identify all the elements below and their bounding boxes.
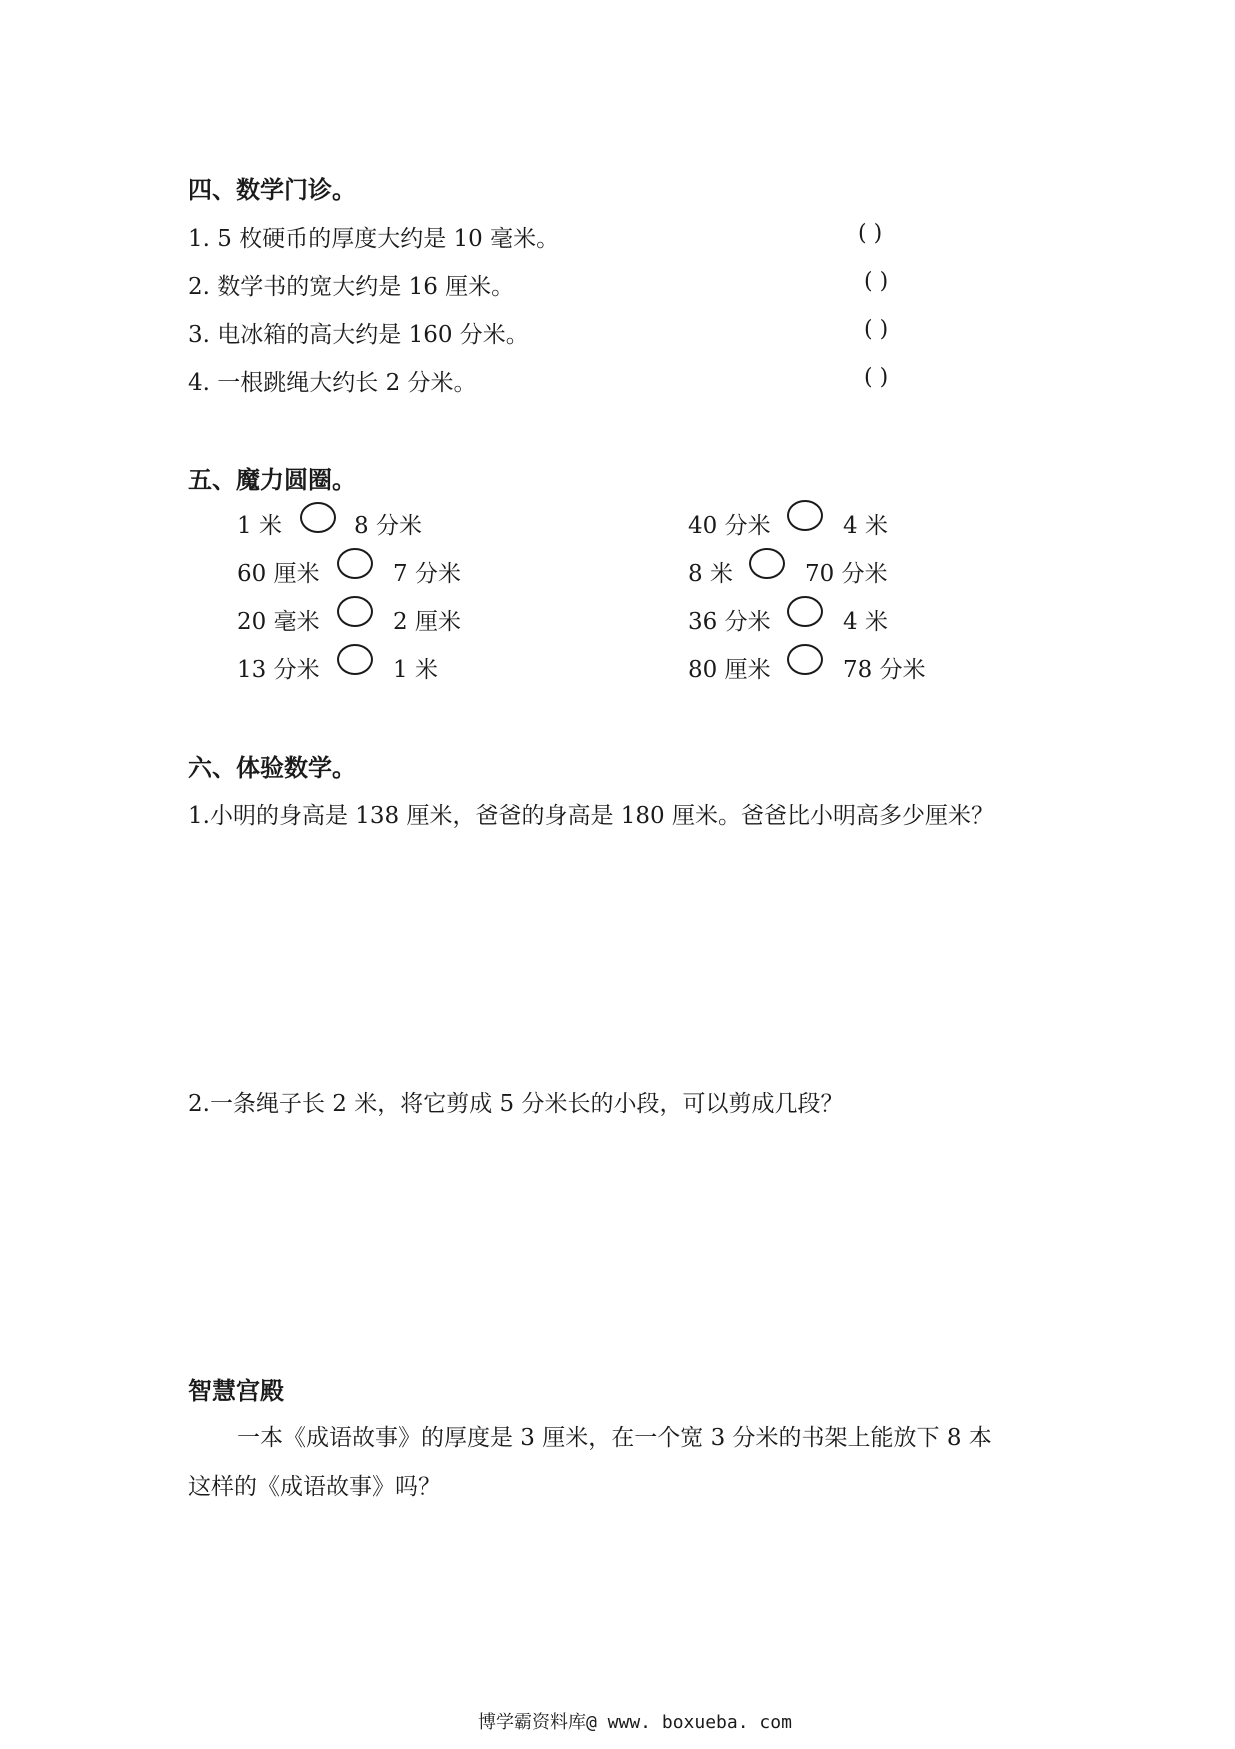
compare-right-value: 78 分米	[843, 657, 926, 683]
answer-blank-1[interactable]: ( )	[858, 221, 883, 246]
compare-right-value: 4 米	[843, 513, 888, 539]
compare-right-value: 8 分米	[354, 513, 422, 539]
section4-item-2: 2. 数学书的宽大约是 16 厘米。	[188, 274, 515, 300]
section4-item-1: 1. 5 枚硬币的厚度大约是 10 毫米。	[188, 226, 560, 252]
section4-title: 四、数学门诊。	[188, 176, 356, 204]
compare-left-value: 1 米	[237, 513, 282, 539]
compare-left-value: 8 米	[688, 561, 733, 587]
compare-left-value: 13 分米	[237, 657, 320, 683]
answer-blank-3[interactable]: ( )	[864, 317, 889, 342]
compare-right-value: 4 米	[843, 609, 888, 635]
section5-title: 五、魔力圆圈。	[188, 466, 356, 494]
compare-circle[interactable]	[300, 502, 336, 533]
compare-circle[interactable]	[337, 596, 373, 627]
compare-circle[interactable]	[787, 500, 823, 531]
wisdom-question-line-1: 一本《成语故事》的厚度是 3 厘米，在一个宽 3 分米的书架上能放下 8 本	[237, 1425, 992, 1451]
section4-item-4: 4. 一根跳绳大约长 2 分米。	[188, 370, 477, 396]
answer-blank-4[interactable]: ( )	[864, 365, 889, 390]
compare-circle[interactable]	[337, 548, 373, 579]
compare-right-value: 1 米	[393, 657, 438, 683]
answer-blank-2[interactable]: ( )	[864, 269, 889, 294]
compare-right-value: 7 分米	[393, 561, 461, 587]
section6-title: 六、体验数学。	[188, 754, 356, 782]
section6-question-1: 1.小明的身高是 138 厘米，爸爸的身高是 180 厘米。爸爸比小明高多少厘米？	[188, 803, 994, 829]
compare-left-value: 80 厘米	[688, 657, 771, 683]
compare-circle[interactable]	[787, 644, 823, 675]
compare-circle[interactable]	[337, 644, 373, 675]
compare-circle[interactable]	[787, 596, 823, 627]
compare-left-value: 36 分米	[688, 609, 771, 635]
wisdom-title: 智慧宫殿	[188, 1377, 284, 1405]
wisdom-question-line-2: 这样的《成语故事》吗？	[188, 1474, 441, 1500]
footer-watermark: 博学霸资料库@ www. boxueba. com	[478, 1712, 792, 1733]
compare-right-value: 70 分米	[805, 561, 888, 587]
compare-circle[interactable]	[749, 548, 785, 579]
compare-right-value: 2 厘米	[393, 609, 461, 635]
section4-item-3: 3. 电冰箱的高大约是 160 分米。	[188, 322, 529, 348]
section6-question-2: 2.一条绳子长 2 米，将它剪成 5 分米长的小段，可以剪成几段？	[188, 1091, 844, 1117]
compare-left-value: 40 分米	[688, 513, 771, 539]
compare-left-value: 60 厘米	[237, 561, 320, 587]
compare-left-value: 20 毫米	[237, 609, 320, 635]
